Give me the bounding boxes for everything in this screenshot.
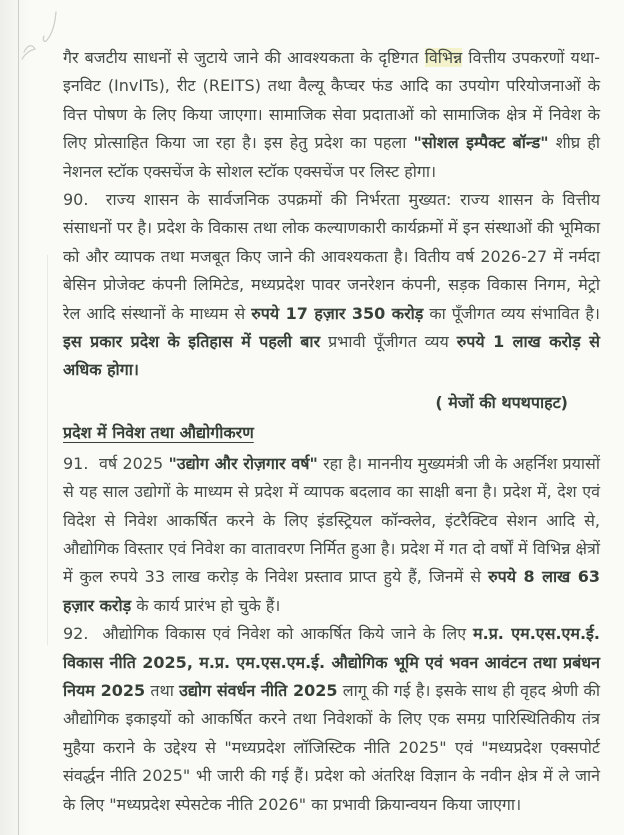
emphasis-text: रुपये 1 लाख करोड़ से अधिक होगा। — [63, 332, 600, 380]
paragraph-91 — [63, 450, 600, 620]
paragraph-continuation — [63, 44, 600, 186]
section-heading-investment-industrialisation: प्रदेश में निवेश तथा औद्योगीकरण — [63, 423, 254, 443]
body-text: का पूँजीगत व्यय संभावित है। — [423, 303, 600, 323]
body-text: 91. वर्ष 2025 — [63, 453, 169, 473]
highlighted-text: विभिन्न — [424, 48, 463, 67]
body-text: के कार्य प्रारंभ हो चुके हैं। — [131, 595, 281, 615]
body-text: रहा है। माननीय मुख्यमंत्री जी के अहर्निश प्रयासों से यह साल उद्योगों के माध्यम से प्रदेश में व्यापक बदलाव का साक्षी बना है। प्रदेश में, देश एवं विदेश से निवेश आकर्षित करने के लिए इंडस्ट्रियल कॉन्क्लेव, इंटरैक्टिव सेशन आदि से, औद्योगिक विस्तार एवं निवेश का वातावरण निर्मित हुआ है। प्रदेश में गत दो वर्षों में विभिन्न क्षेत्रों में कुल रुपये 33 लाख करोड़ के निवेश प्रस्ताव प्राप्त हुये हैं, जिनमें से — [63, 453, 600, 587]
emphasis-text: "उद्योग और रोज़गार वर्ष" — [168, 453, 318, 473]
emphasis-text: "सोशल इम्पैक्ट बॉन्ड" — [413, 133, 549, 153]
emphasis-text: रुपये 17 हज़ार 350 करोड़ — [251, 303, 424, 323]
emphasis-text: म.प्र. एम.एस.एम.ई. विकास नीति 2025, म.प्र. एम.एस.एम.ई. औद्योगिक भूमि एवं भवन आवंटन तथा प्रबंधन नियम 2025 — [63, 624, 600, 700]
scan-edge-line-faint — [47, 255, 48, 645]
body-text: 90. राज्य शासन के सार्वजनिक उपक्रमों की निर्भरता मुख्यत: राज्य शासन के वित्तीय संसाधनों पर है। प्रदेश के विकास तथा लोक कल्याणकारी कार्यक्रमों में इन संस्थाओं की भूमिका को और व्यापक तथा मजबूत किए जाने की आवश्यकता है। वितीय वर्ष 2026-27 में नर्मदा बेसिन प्रोजेक्ट कंपनी लिमिटेड, मध्यप्रदेश पावर जनरेशन कंपनी, सड़क विकास निगम, मेट्रो रेल आदि संस्थानों के माध्यम से — [63, 190, 600, 323]
emphasis-text: उद्योग संवर्धन नीति 2025 — [179, 680, 338, 700]
paragraph-90 — [63, 186, 600, 385]
document-body — [63, 44, 600, 819]
body-text: गैर बजटीय साधनों से जुटाये जाने की आवश्यकता के दृष्टिगत — [63, 48, 425, 67]
body-text: वित्तीय उपकरणों यथा-इनविट (InvITs), रीट (REITS) तथा वैल्यू कैप्चर फंड आदि का उपयोग परियोजनाओं के वित्त पोषण के लिए किया जाएगा। सामाजिक सेवा प्रदाताओं को सामाजिक क्षेत्र में निवेश के लिए प्रोत्साहित किया जा रहा है। इस हेतु प्रदेश का पहला — [63, 48, 600, 153]
scan-edge-line — [18, 0, 19, 835]
body-text: शीघ्र ही नेशनल स्टॉक एक्सचेंज के सोशल स्टॉक एक्सचेंज पर लिस्ट होगा। — [63, 133, 600, 181]
emphasis-text: इस प्रकार प्रदेश के इतिहास में पहली बार — [63, 332, 321, 352]
emphasis-text: रुपये 8 लाख 63 हज़ार करोड़ — [63, 567, 600, 615]
body-text: प्रभावी पूँजीगत व्यय — [320, 332, 457, 352]
body-text: लागू की गई है। इसके साथ ही वृहद श्रेणी की औद्योगिक इकाइयों को आकर्षित करने तथा निवेशकों के लिए एक समग्र पारिस्थितिकीय तंत्र मुहैया कराने के उद्देश्य से "मध्यप्रदेश लॉजिस्टिक नीति 2025" एवं "मध्यप्रदेश एक्सपोर्ट संवर्द्धन नीति 2025" भी जारी की गई हैं। प्रदेश को अंतरिक्ष विज्ञान के नवीन क्षेत्र में ले जाने के लिए "मध्यप्रदेश स्पेसटेक नीति 2026" का प्रभावी क्रियान्वयन किया जाएगा। — [63, 680, 600, 814]
applause-note: ( मेजों की थपथपाहट) — [435, 392, 568, 412]
body-text: 92. औद्योगिक विकास एवं निवेश को आकर्षित किये जाने के लिए — [63, 624, 474, 644]
body-text: तथा — [145, 680, 180, 700]
paragraph-92 — [63, 620, 600, 819]
